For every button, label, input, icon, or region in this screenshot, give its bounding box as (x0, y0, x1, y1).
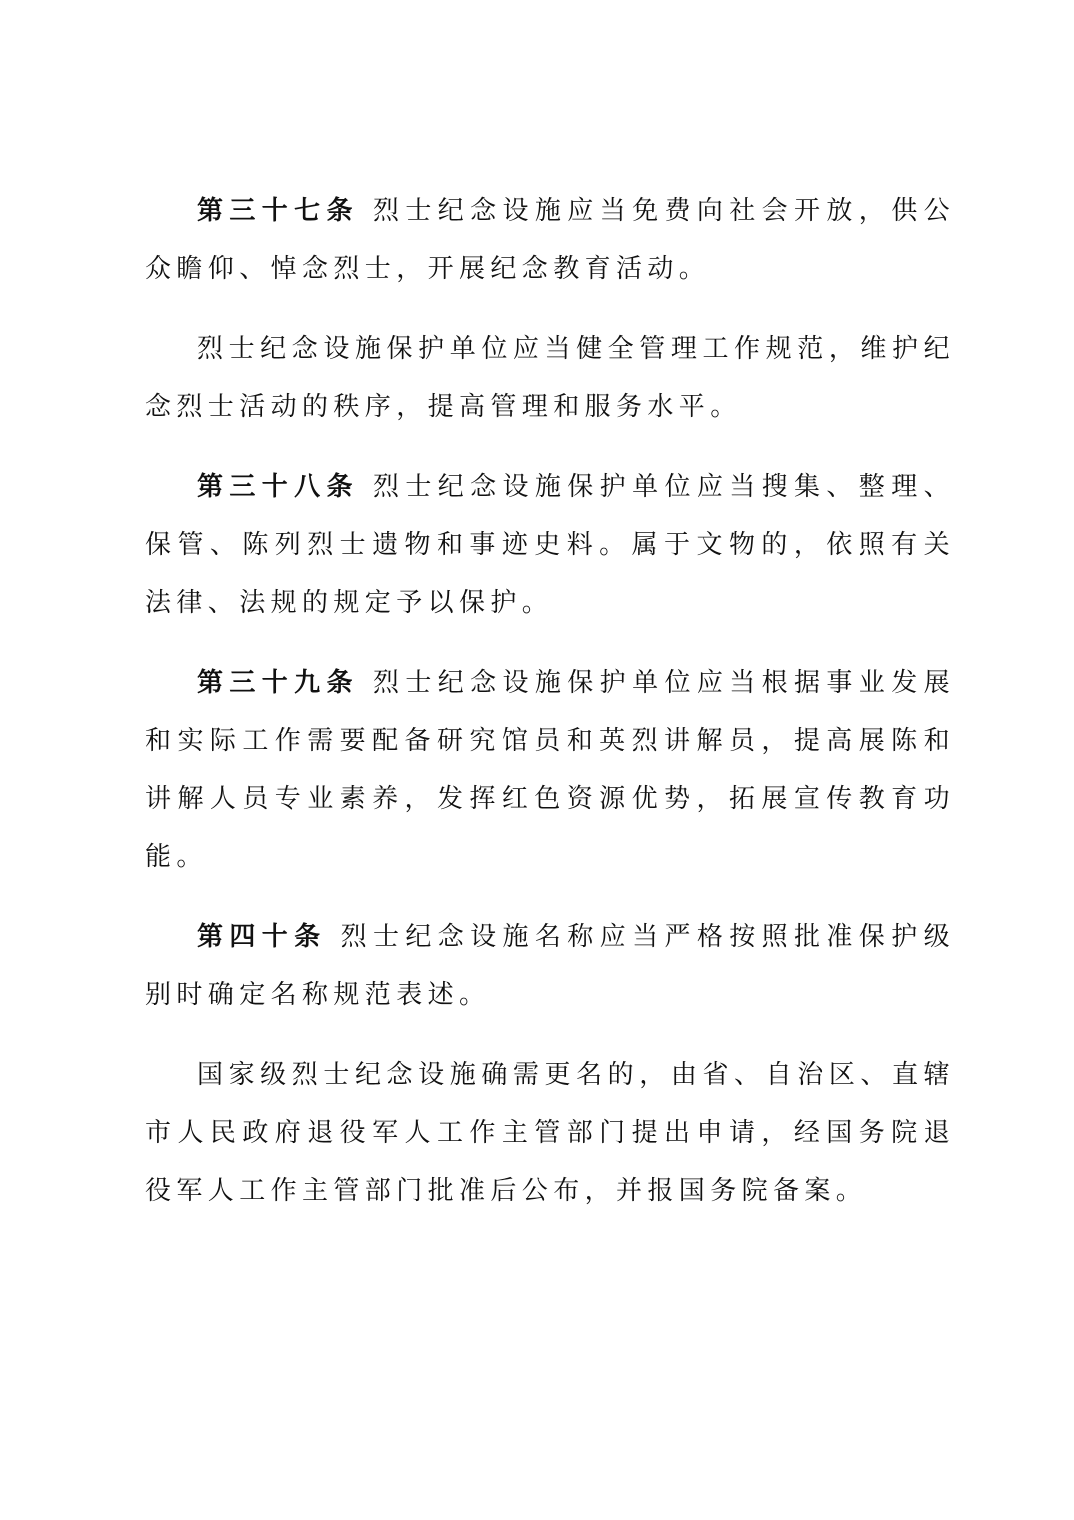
article-number: 第四十条 (197, 922, 327, 952)
paragraph-article-37 (145, 182, 955, 298)
paragraph-text: 烈士纪念设施保护单位应当健全管理工作规范，维护纪念烈士活动的秩序，提高管理和服务水平。 (145, 334, 955, 422)
article-number: 第三十八条 (197, 472, 359, 502)
article-number: 第三十九条 (197, 668, 359, 698)
paragraph-text: 烈士纪念设施应当免费向社会开放，供公众瞻仰、悼念烈士，开展纪念教育活动。 (145, 196, 955, 284)
paragraph-text: 烈士纪念设施名称应当严格按照批准保护级别时确定名称规范表述。 (145, 922, 955, 1010)
article-number: 第三十七条 (197, 196, 359, 226)
document-page (145, 182, 955, 1242)
paragraph-text: 烈士纪念设施保护单位应当根据事业发展和实际工作需要配备研究馆员和英烈讲解员，提高展陈和讲解人员专业素养，发挥红色资源优势，拓展宣传教育功能。 (145, 668, 955, 872)
paragraph-text: 国家级烈士纪念设施确需更名的，由省、自治区、直辖市人民政府退役军人工作主管部门提出申请，经国务院退役军人工作主管部门批准后公布，并报国务院备案。 (145, 1060, 955, 1206)
paragraph-article-40-clause-2 (145, 1046, 955, 1220)
paragraph-text: 烈士纪念设施保护单位应当搜集、整理、保管、陈列烈士遗物和事迹史料。属于文物的，依照有关法律、法规的规定予以保护。 (145, 472, 955, 618)
paragraph-article-37-clause-2 (145, 320, 955, 436)
paragraph-article-40 (145, 908, 955, 1024)
paragraph-article-39 (145, 654, 955, 886)
paragraph-article-38 (145, 458, 955, 632)
